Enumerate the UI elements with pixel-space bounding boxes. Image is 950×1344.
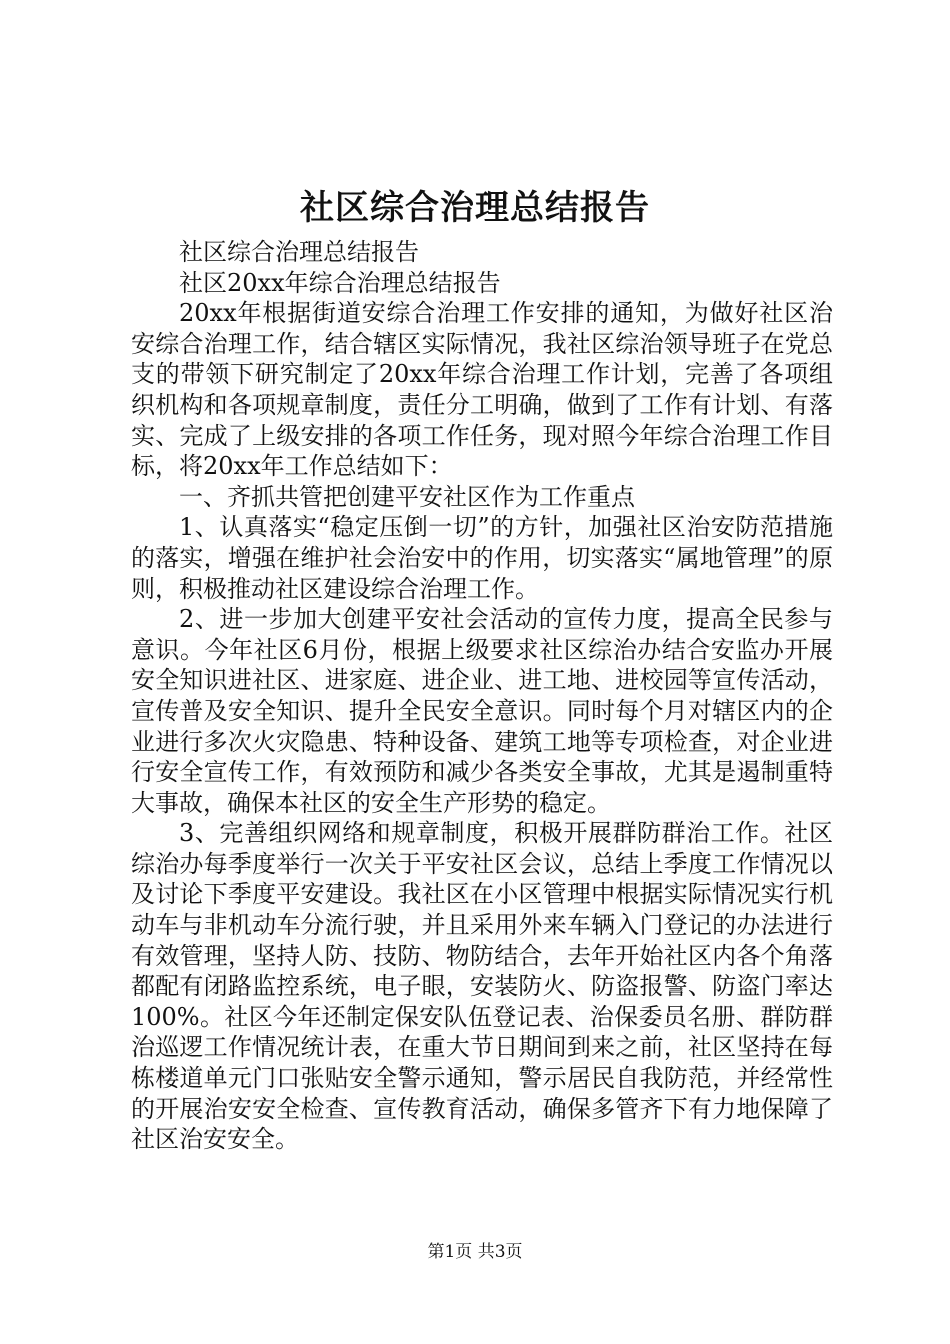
paragraph: 20xx年根据街道安综合治理工作安排的通知，为做好社区治安综合治理工作，结合辖区实际情况，我社区综治领导班子在党总支的带领下研究制定了20xx年综合治理工作计划，完善了各项组织机构和各项规章制度，责任分工明确，做到了工作有计划、有落实、完成了上级安排的各项工作任务，现对照今年综合治理工作目标，将20xx年工作总结如下： — [131, 299, 833, 481]
paragraph: 1、认真落实“稳定压倒一切”的方针，加强社区治安防范措施的落实，增强在维护社会治安中的作用，切实落实“属地管理”的原则，积极推动社区建设综合治理工作。 — [131, 513, 833, 603]
paragraph: 社区20xx年综合治理总结报告 — [179, 268, 501, 297]
paragraph: 2、进一步加大创建平安社会活动的宣传力度，提高全民参与意识。今年社区6月份，根据上级要求社区综治办结合安监办开展安全知识进社区、进家庭、进企业、进工地、进校园等宣传活动，宣传普及安全知识、提升全民安全意识。同时每个月对辖区内的企业进行多次火灾隐患、特种设备、建筑工地等专项检查，对企业进行安全宣传工作，有效预防和减少各类安全事故，尤其是遏制重特大事故，确保本社区的安全生产形势的稳定。 — [131, 605, 833, 817]
page-footer: 第1页 共3页 — [427, 1242, 523, 1262]
paragraph: 3、完善组织网络和规章制度，积极开展群防群治工作。社区综治办每季度举行一次关于平安社区会议，总结上季度工作情况以及讨论下季度平安建设。我社区在小区管理中根据实际情况实行机动车与非机动车分流行驶，并且采用外来车辆入门登记的办法进行有效管理，坚持人防、技防、物防结合，去年开始社区内各个角落都配有闭路监控系统，电子眼，安装防火、防盗报警、防盗门率达100%。社区今年还制定保安队伍登记表、治保委员名册、群防群治巡逻工作情况统计表，在重大节日期间到来之前，社区坚持在每栋楼道单元门口张贴安全警示通知，警示居民自我防范，并经常性的开展治安安全检查、宣传教育活动，确保多管齐下有力地保障了社区治安安全。 — [131, 819, 833, 1154]
document-title: 社区综合治理总结报告 — [300, 188, 650, 228]
paragraph: 社区综合治理总结报告 — [179, 238, 419, 266]
section-heading: 一、齐抓共管把创建平安社区作为工作重点 — [179, 482, 635, 511]
document-body — [131, 237, 833, 1155]
